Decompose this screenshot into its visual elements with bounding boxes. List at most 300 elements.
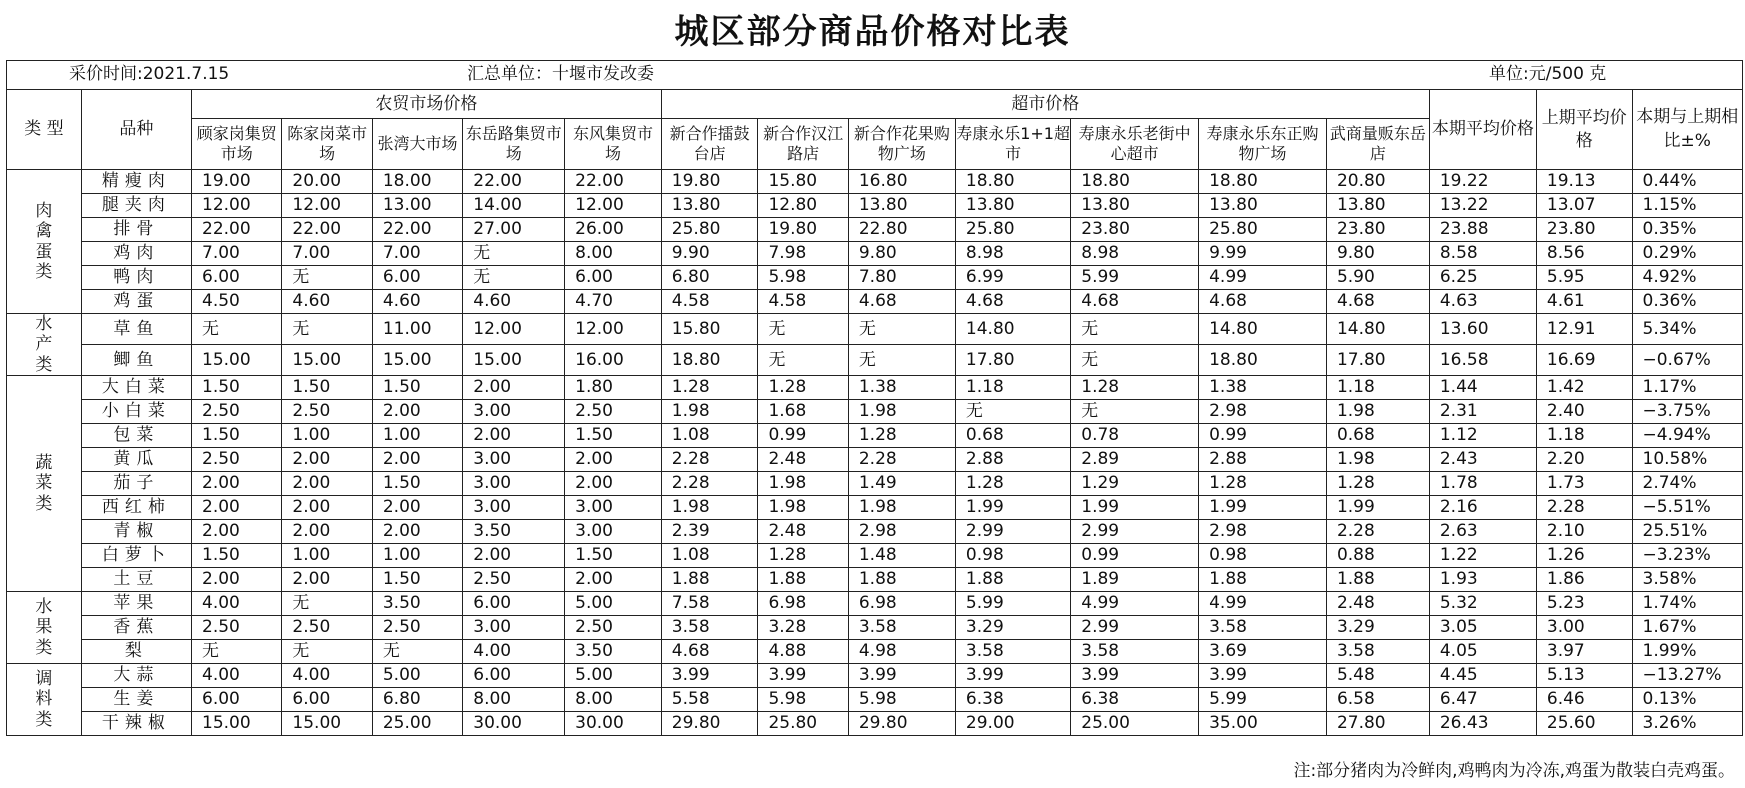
price-cell: 2.99: [955, 520, 1070, 544]
price-cell: 1.88: [758, 568, 848, 592]
price-cell: 1.17%: [1632, 376, 1743, 400]
price-cell: −4.94%: [1632, 424, 1743, 448]
item-name: 排骨: [81, 218, 191, 242]
price-cell: 1.88: [955, 568, 1070, 592]
price-cell: 8.00: [565, 688, 662, 712]
price-cell: 12.80: [758, 194, 848, 218]
price-cell: 8.98: [1071, 242, 1199, 266]
price-cell: 1.80: [565, 376, 662, 400]
price-cell: 1.48: [848, 544, 955, 568]
price-cell: 13.80: [1199, 194, 1327, 218]
header-farm-store: 张湾大市场: [372, 119, 462, 170]
header-super-store: 寿康永乐老街中心超市: [1071, 119, 1199, 170]
item-name: 西红柿: [81, 496, 191, 520]
price-cell: 4.00: [192, 592, 282, 616]
price-cell: 6.98: [758, 592, 848, 616]
price-cell: 20.80: [1326, 170, 1429, 194]
price-cell: 18.80: [1071, 170, 1199, 194]
price-cell: 1.98: [758, 496, 848, 520]
price-cell: 6.80: [661, 266, 758, 290]
price-cell: 1.78: [1429, 472, 1536, 496]
price-cell: 1.88: [1199, 568, 1327, 592]
price-cell: 8.56: [1536, 242, 1632, 266]
table-row: [7, 688, 1743, 712]
price-cell: 23.88: [1429, 218, 1536, 242]
header-avg-prev: 上期平均价格: [1536, 90, 1632, 170]
price-cell: 1.00: [372, 424, 462, 448]
price-cell: 1.99: [1071, 496, 1199, 520]
price-cell: 4.61: [1536, 290, 1632, 314]
price-cell: 4.63: [1429, 290, 1536, 314]
price-cell: 12.00: [565, 314, 662, 345]
price-cell: 无: [1071, 400, 1199, 424]
price-cell: 6.99: [955, 266, 1070, 290]
price-cell: 2.88: [1199, 448, 1327, 472]
price-cell: 5.00: [565, 592, 662, 616]
price-cell: −3.23%: [1632, 544, 1743, 568]
table-row: [7, 712, 1743, 736]
price-cell: 18.80: [955, 170, 1070, 194]
price-cell: 1.50: [192, 544, 282, 568]
price-cell: 3.50: [565, 640, 662, 664]
price-cell: 1.99%: [1632, 640, 1743, 664]
price-cell: 6.38: [1071, 688, 1199, 712]
item-name: 生姜: [81, 688, 191, 712]
price-cell: 3.00: [463, 448, 565, 472]
price-cell: 1.98: [661, 496, 758, 520]
price-cell: 1.98: [661, 400, 758, 424]
price-cell: 3.00: [565, 496, 662, 520]
header-category: 类 型: [7, 90, 82, 170]
price-cell: 1.50: [192, 424, 282, 448]
table-row: [7, 424, 1743, 448]
price-cell: 2.98: [1199, 400, 1327, 424]
price-cell: 1.38: [1199, 376, 1327, 400]
price-cell: 5.98: [758, 266, 848, 290]
price-cell: 无: [848, 345, 955, 376]
price-cell: 27.00: [463, 218, 565, 242]
price-cell: 无: [282, 640, 372, 664]
item-name: 黄瓜: [81, 448, 191, 472]
table-row: [7, 194, 1743, 218]
price-cell: 2.00: [372, 448, 462, 472]
price-cell: 5.99: [1071, 266, 1199, 290]
table-row: [7, 640, 1743, 664]
header-farm-store: 东岳路集贸市场: [463, 119, 565, 170]
price-cell: 8.98: [955, 242, 1070, 266]
price-cell: 0.99: [758, 424, 848, 448]
price-cell: 1.42: [1536, 376, 1632, 400]
price-cell: 13.80: [848, 194, 955, 218]
price-cell: 1.50: [565, 544, 662, 568]
price-cell: 18.00: [372, 170, 462, 194]
price-cell: 0.99: [1199, 424, 1327, 448]
price-cell: −5.51%: [1632, 496, 1743, 520]
price-cell: 4.50: [192, 290, 282, 314]
price-cell: 2.50: [463, 568, 565, 592]
price-cell: 无: [463, 266, 565, 290]
price-cell: 4.00: [282, 664, 372, 688]
price-cell: 1.98: [1326, 448, 1429, 472]
item-name: 茄子: [81, 472, 191, 496]
price-cell: 0.98: [955, 544, 1070, 568]
price-cell: 4.45: [1429, 664, 1536, 688]
price-cell: 22.00: [372, 218, 462, 242]
price-cell: 1.88: [848, 568, 955, 592]
price-cell: 13.60: [1429, 314, 1536, 345]
price-cell: 3.29: [955, 616, 1070, 640]
price-cell: 5.95: [1536, 266, 1632, 290]
price-cell: 26.00: [565, 218, 662, 242]
price-cell: 6.00: [463, 592, 565, 616]
price-cell: 4.60: [372, 290, 462, 314]
price-cell: 25.60: [1536, 712, 1632, 736]
price-cell: 1.28: [758, 544, 848, 568]
item-name: 鸡肉: [81, 242, 191, 266]
price-cell: 18.80: [1199, 345, 1327, 376]
price-cell: 6.00: [463, 664, 565, 688]
table-row: [7, 266, 1743, 290]
price-cell: −3.75%: [1632, 400, 1743, 424]
price-cell: 3.00: [463, 616, 565, 640]
price-cell: 15.00: [192, 712, 282, 736]
price-cell: 16.58: [1429, 345, 1536, 376]
price-cell: 14.80: [955, 314, 1070, 345]
price-cell: 20.00: [282, 170, 372, 194]
price-cell: 2.00: [463, 424, 565, 448]
table-row: [7, 376, 1743, 400]
price-table: [6, 60, 1743, 736]
price-cell: 29.80: [848, 712, 955, 736]
item-name: 青椒: [81, 520, 191, 544]
price-cell: 1.74%: [1632, 592, 1743, 616]
price-cell: 1.38: [848, 376, 955, 400]
price-cell: 3.28: [758, 616, 848, 640]
item-name: 干辣椒: [81, 712, 191, 736]
price-cell: 1.18: [955, 376, 1070, 400]
price-cell: 2.50: [565, 616, 662, 640]
price-cell: 3.50: [463, 520, 565, 544]
price-cell: 2.00: [192, 568, 282, 592]
price-cell: 7.00: [282, 242, 372, 266]
price-cell: 12.91: [1536, 314, 1632, 345]
price-cell: 1.28: [848, 424, 955, 448]
table-row: [7, 568, 1743, 592]
header-super-store: 新合作擂鼓台店: [661, 119, 758, 170]
price-cell: 3.99: [848, 664, 955, 688]
header-super-store: 寿康永乐1+1超市: [955, 119, 1070, 170]
price-cell: 2.50: [282, 616, 372, 640]
item-name: 苹果: [81, 592, 191, 616]
price-cell: 无: [463, 242, 565, 266]
item-name: 鸭肉: [81, 266, 191, 290]
price-cell: 6.00: [192, 688, 282, 712]
price-cell: 5.32: [1429, 592, 1536, 616]
price-cell: 15.00: [192, 345, 282, 376]
price-cell: 4.68: [848, 290, 955, 314]
price-cell: 5.90: [1326, 266, 1429, 290]
price-cell: 无: [758, 314, 848, 345]
price-cell: 17.80: [955, 345, 1070, 376]
price-cell: 6.00: [192, 266, 282, 290]
price-cell: 3.58: [955, 640, 1070, 664]
header-super-store: 武商量贩东岳店: [1326, 119, 1429, 170]
price-cell: 6.00: [565, 266, 662, 290]
price-cell: 7.98: [758, 242, 848, 266]
price-cell: 3.00: [463, 400, 565, 424]
price-cell: 1.28: [955, 472, 1070, 496]
price-cell: 1.49: [848, 472, 955, 496]
price-cell: 2.50: [192, 616, 282, 640]
price-cell: 0.78: [1071, 424, 1199, 448]
price-cell: 2.99: [1071, 616, 1199, 640]
price-cell: 3.99: [661, 664, 758, 688]
price-cell: 13.80: [661, 194, 758, 218]
price-cell: 2.28: [1536, 496, 1632, 520]
price-cell: 1.08: [661, 544, 758, 568]
price-cell: 12.00: [192, 194, 282, 218]
price-cell: 4.60: [282, 290, 372, 314]
price-cell: 1.86: [1536, 568, 1632, 592]
price-cell: 2.28: [661, 472, 758, 496]
price-cell: 5.48: [1326, 664, 1429, 688]
price-cell: 6.00: [282, 688, 372, 712]
price-cell: 2.98: [848, 520, 955, 544]
item-name: 鸡蛋: [81, 290, 191, 314]
price-cell: 1.29: [1071, 472, 1199, 496]
price-cell: 5.00: [565, 664, 662, 688]
price-cell: 无: [758, 345, 848, 376]
price-cell: 2.48: [1326, 592, 1429, 616]
price-cell: 1.00: [372, 544, 462, 568]
header-farm-store: 东风集贸市场: [565, 119, 662, 170]
price-cell: 无: [1071, 314, 1199, 345]
table-row: [7, 400, 1743, 424]
price-cell: 1.98: [848, 400, 955, 424]
price-cell: 2.00: [282, 520, 372, 544]
item-name: 鲫鱼: [81, 345, 191, 376]
price-cell: 1.15%: [1632, 194, 1743, 218]
price-cell: 3.50: [372, 592, 462, 616]
price-cell: 3.58: [1199, 616, 1327, 640]
item-name: 包菜: [81, 424, 191, 448]
price-cell: 3.29: [1326, 616, 1429, 640]
price-cell: 2.00: [565, 448, 662, 472]
price-cell: 22.00: [463, 170, 565, 194]
price-cell: 4.92%: [1632, 266, 1743, 290]
price-cell: 1.00: [282, 424, 372, 448]
price-cell: 6.00: [372, 266, 462, 290]
price-cell: 6.58: [1326, 688, 1429, 712]
price-cell: 6.98: [848, 592, 955, 616]
price-cell: 8.00: [565, 242, 662, 266]
price-cell: 1.88: [661, 568, 758, 592]
price-cell: 9.80: [1326, 242, 1429, 266]
table-row: [7, 242, 1743, 266]
category-cell: [7, 664, 82, 736]
price-cell: 4.99: [1199, 266, 1327, 290]
table-row: [7, 520, 1743, 544]
price-cell: 12.00: [463, 314, 565, 345]
price-cell: 1.50: [192, 376, 282, 400]
price-cell: 3.00: [1536, 616, 1632, 640]
price-cell: 4.60: [463, 290, 565, 314]
price-cell: 4.88: [758, 640, 848, 664]
price-cell: 2.00: [565, 568, 662, 592]
price-cell: 1.73: [1536, 472, 1632, 496]
price-cell: 3.99: [1071, 664, 1199, 688]
table-row: [7, 290, 1743, 314]
price-cell: 19.80: [758, 218, 848, 242]
price-cell: 13.80: [1326, 194, 1429, 218]
price-cell: 5.98: [848, 688, 955, 712]
price-cell: 2.63: [1429, 520, 1536, 544]
price-cell: 2.98: [1199, 520, 1327, 544]
price-cell: 1.99: [1326, 496, 1429, 520]
table-row: [7, 616, 1743, 640]
price-cell: 14.00: [463, 194, 565, 218]
price-cell: 2.48: [758, 448, 848, 472]
price-cell: 14.80: [1326, 314, 1429, 345]
price-cell: 18.80: [661, 345, 758, 376]
price-cell: 4.68: [1326, 290, 1429, 314]
item-name: 草鱼: [81, 314, 191, 345]
header-super-store: 新合作花果购物广场: [848, 119, 955, 170]
price-cell: 13.00: [372, 194, 462, 218]
category-label: 水果类: [35, 597, 53, 658]
price-cell: 2.00: [282, 448, 372, 472]
price-cell: 2.10: [1536, 520, 1632, 544]
price-cell: 0.98: [1199, 544, 1327, 568]
price-cell: 11.00: [372, 314, 462, 345]
price-cell: 无: [282, 266, 372, 290]
price-cell: 2.43: [1429, 448, 1536, 472]
price-cell: 19.80: [661, 170, 758, 194]
price-cell: 5.58: [661, 688, 758, 712]
price-cell: 1.44: [1429, 376, 1536, 400]
price-cell: 0.88: [1326, 544, 1429, 568]
price-cell: 5.99: [955, 592, 1070, 616]
price-cell: 15.80: [758, 170, 848, 194]
price-cell: 2.50: [192, 448, 282, 472]
price-cell: 9.99: [1199, 242, 1327, 266]
price-cell: 1.93: [1429, 568, 1536, 592]
price-cell: 15.00: [282, 345, 372, 376]
price-cell: 14.80: [1199, 314, 1327, 345]
price-cell: 3.00: [463, 472, 565, 496]
table-row: [7, 544, 1743, 568]
price-cell: 2.74%: [1632, 472, 1743, 496]
price-cell: 1.18: [1536, 424, 1632, 448]
item-name: 腿夹肉: [81, 194, 191, 218]
price-cell: 2.50: [565, 400, 662, 424]
price-cell: 0.68: [1326, 424, 1429, 448]
price-cell: 4.68: [1071, 290, 1199, 314]
header-farm-group: 农贸市场价格: [192, 90, 662, 119]
price-cell: 6.46: [1536, 688, 1632, 712]
summary-org: 汇总单位：十堰市发改委: [467, 64, 654, 84]
price-cell: 0.29%: [1632, 242, 1743, 266]
price-cell: 4.58: [758, 290, 848, 314]
price-cell: 0.68: [955, 424, 1070, 448]
price-cell: 22.00: [565, 170, 662, 194]
price-cell: 7.58: [661, 592, 758, 616]
price-cell: −13.27%: [1632, 664, 1743, 688]
price-cell: 1.28: [661, 376, 758, 400]
price-cell: 10.58%: [1632, 448, 1743, 472]
price-cell: 25.80: [758, 712, 848, 736]
price-cell: 5.13: [1536, 664, 1632, 688]
price-cell: 23.80: [1071, 218, 1199, 242]
header-avg-now: 本期平均价格: [1429, 90, 1536, 170]
price-unit: 单位:元/500 克: [1489, 64, 1607, 84]
price-cell: 2.48: [758, 520, 848, 544]
table-row: [7, 472, 1743, 496]
price-cell: 19.13: [1536, 170, 1632, 194]
price-cell: 1.67%: [1632, 616, 1743, 640]
price-cell: 9.90: [661, 242, 758, 266]
price-cell: 15.00: [463, 345, 565, 376]
price-cell: 22.00: [192, 218, 282, 242]
price-cell: 0.99: [1071, 544, 1199, 568]
price-cell: 1.08: [661, 424, 758, 448]
price-cell: 2.00: [282, 568, 372, 592]
price-cell: 1.98: [758, 472, 848, 496]
category-cell: [7, 170, 82, 314]
item-name: 小白菜: [81, 400, 191, 424]
price-cell: 2.89: [1071, 448, 1199, 472]
price-cell: 1.18: [1326, 376, 1429, 400]
price-cell: 6.38: [955, 688, 1070, 712]
price-cell: 13.80: [955, 194, 1070, 218]
price-cell: 13.80: [1071, 194, 1199, 218]
price-cell: 15.80: [661, 314, 758, 345]
price-cell: 0.36%: [1632, 290, 1743, 314]
price-cell: 1.68: [758, 400, 848, 424]
price-cell: 0.35%: [1632, 218, 1743, 242]
price-cell: 3.97: [1536, 640, 1632, 664]
price-cell: 无: [192, 640, 282, 664]
price-cell: 0.44%: [1632, 170, 1743, 194]
price-cell: 4.68: [955, 290, 1070, 314]
price-cell: 3.58: [848, 616, 955, 640]
price-cell: 15.00: [372, 345, 462, 376]
price-cell: 2.40: [1536, 400, 1632, 424]
item-name: 白萝卜: [81, 544, 191, 568]
price-cell: 5.34%: [1632, 314, 1743, 345]
price-cell: 2.88: [955, 448, 1070, 472]
price-cell: 2.50: [372, 616, 462, 640]
price-cell: 19.22: [1429, 170, 1536, 194]
price-cell: 35.00: [1199, 712, 1327, 736]
price-cell: 3.58%: [1632, 568, 1743, 592]
price-cell: 3.99: [1199, 664, 1327, 688]
header-super-store: 新合作汉江路店: [758, 119, 848, 170]
price-cell: 8.00: [463, 688, 565, 712]
price-cell: 25.80: [955, 218, 1070, 242]
price-cell: 4.00: [463, 640, 565, 664]
price-cell: 4.68: [661, 640, 758, 664]
item-name: 大白菜: [81, 376, 191, 400]
price-cell: 2.00: [282, 472, 372, 496]
item-name: 香蕉: [81, 616, 191, 640]
header-super-store: 寿康永乐东正购物广场: [1199, 119, 1327, 170]
price-cell: 2.00: [565, 472, 662, 496]
item-name: 土豆: [81, 568, 191, 592]
price-cell: 13.07: [1536, 194, 1632, 218]
price-cell: 30.00: [565, 712, 662, 736]
price-cell: 25.80: [1199, 218, 1327, 242]
